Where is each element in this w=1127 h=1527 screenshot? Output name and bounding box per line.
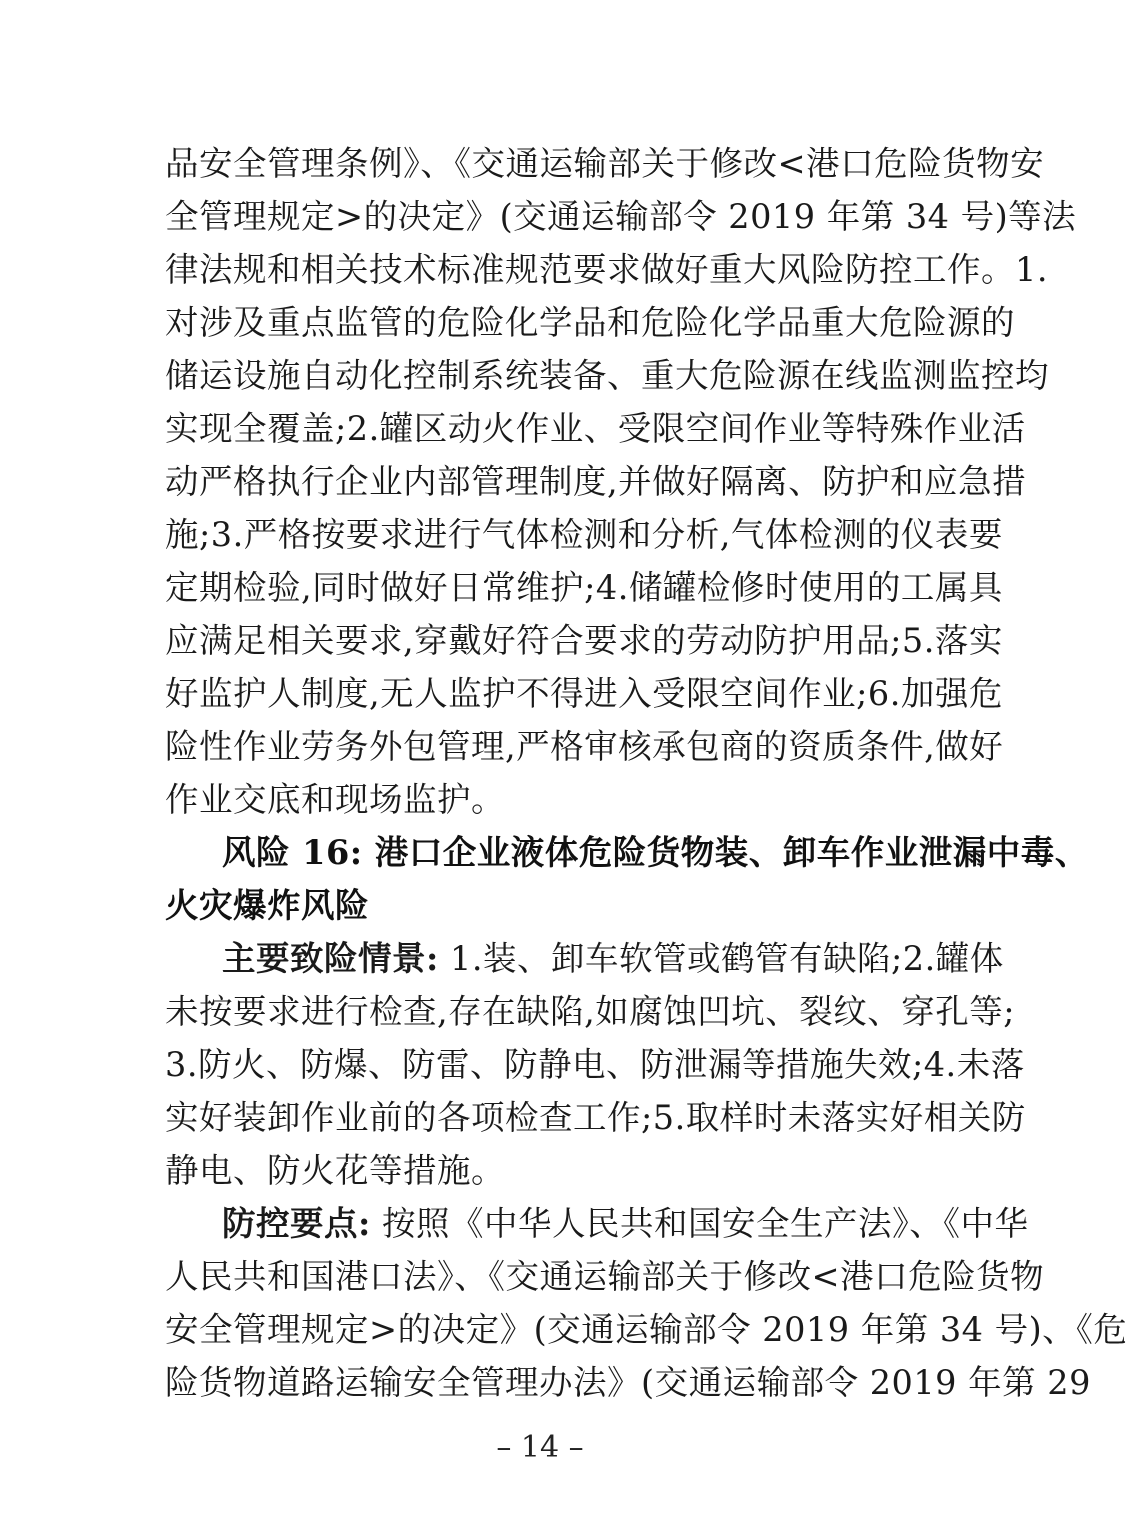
- scenario-label: 主要致险情景:: [222, 939, 439, 978]
- body-line-4: 对涉及重点监管的危险化学品和危险化学品重大危险源的: [165, 303, 1015, 342]
- body-line-6: 实现全覆盖;2.罐区动火作业、受限空间作业等特殊作业活: [165, 409, 1026, 448]
- control-text-start: 按照《中华人民共和国安全生产法》、《中华: [370, 1204, 1029, 1243]
- risk-heading-line-1: 风险 16: 港口企业液体危险货物装、卸车作业泄漏中毒、: [222, 833, 1089, 872]
- control-first-line: [222, 1198, 1029, 1250]
- risk-heading-line-2: 火灾爆炸风险: [165, 886, 369, 925]
- body-line-5: 储运设施自动化控制系统装备、重大危险源在线监测监控均: [165, 356, 1049, 395]
- body-line-7: 动严格执行企业内部管理制度,并做好隔离、防护和应急措: [165, 462, 1027, 501]
- body-line-12: 险性作业劳务外包管理,严格审核承包商的资质条件,做好: [165, 727, 1004, 766]
- control-label: 防控要点:: [222, 1204, 371, 1243]
- scenario-first-line: [222, 933, 1004, 985]
- body-line-9: 定期检验,同时做好日常维护;4.储罐检修时使用的工属具: [165, 568, 1003, 607]
- scenario-text-start: 1.装、卸车软管或鹤管有缺陷;2.罐体: [438, 939, 1004, 978]
- body-line-10: 应满足相关要求,穿戴好符合要求的劳动防护用品;5.落实: [165, 621, 1003, 660]
- body-line-11: 好监护人制度,无人监护不得进入受限空间作业;6.加强危: [165, 674, 1003, 713]
- scenario-line-3: 3.防火、防爆、防雷、防静电、防泄漏等措施失效;4.未落: [165, 1045, 1025, 1084]
- body-line-1: 品安全管理条例》、《交通运输部关于修改<港口危险货物安: [165, 144, 1045, 183]
- control-line-4: 险货物道路运输安全管理办法》(交通运输部令 2019 年第 29: [165, 1363, 1091, 1402]
- body-line-2: 全管理规定>的决定》(交通运输部令 2019 年第 34 号)等法: [165, 197, 1077, 236]
- control-line-2: 人民共和国港口法》、《交通运输部关于修改<港口危险货物: [165, 1257, 1045, 1296]
- body-line-13: 作业交底和现场监护。: [165, 780, 505, 819]
- scenario-line-2: 未按要求进行检查,存在缺陷,如腐蚀凹坑、裂纹、穿孔等;: [165, 992, 1016, 1031]
- scenario-line-4: 实好装卸作业前的各项检查工作;5.取样时未落实好相关防: [165, 1098, 1026, 1137]
- page-number: – 14 –: [496, 1430, 584, 1465]
- body-line-3: 律法规和相关技术标准规范要求做好重大风险防控工作。1.: [165, 250, 1048, 289]
- scenario-line-5: 静电、防火花等措施。: [165, 1151, 505, 1190]
- body-line-8: 施;3.严格按要求进行气体检测和分析,气体检测的仪表要: [165, 515, 1003, 554]
- control-line-3: 安全管理规定>的决定》(交通运输部令 2019 年第 34 号)、《危: [165, 1310, 1127, 1349]
